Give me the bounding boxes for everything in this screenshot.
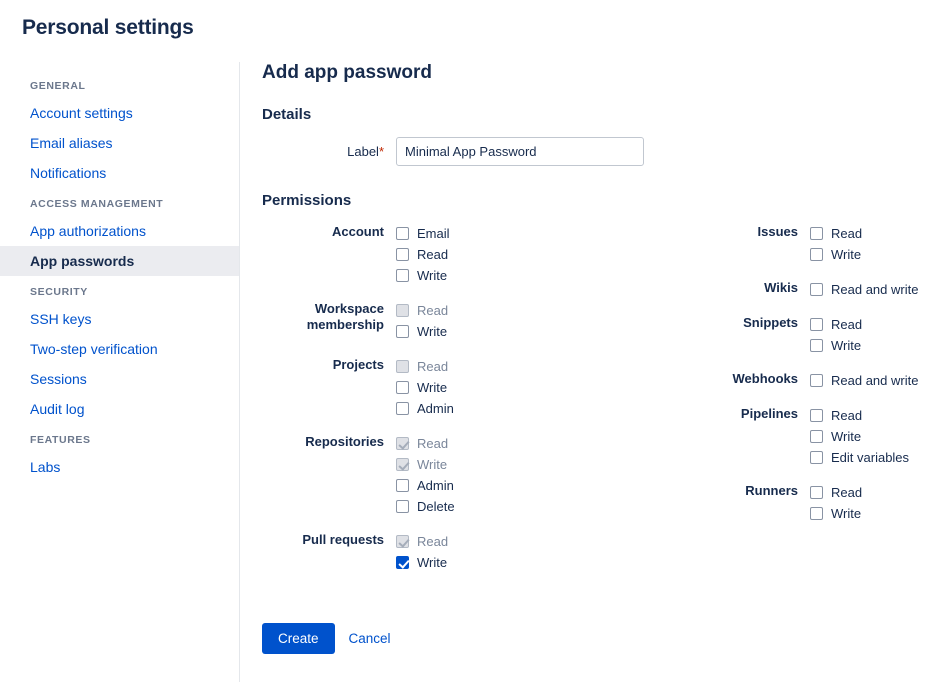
checkbox-workspace-write[interactable] <box>396 325 409 338</box>
permission-option-webhooks-read-and-write[interactable] <box>810 370 918 391</box>
checkbox-projects-admin[interactable] <box>396 402 409 415</box>
permission-group-label-pipelines: Pipelines <box>740 406 798 421</box>
checkbox-label-repositories-read: Read <box>417 435 449 451</box>
checkbox-pull-requests-read <box>396 535 409 548</box>
checkbox-label-account-email: Email <box>417 225 450 241</box>
form-actions <box>262 623 936 654</box>
permission-option-runners-read[interactable] <box>810 482 862 503</box>
permission-option-repositories-write <box>396 454 455 475</box>
permission-group-label-workspace-membership: Workspace membership <box>306 301 384 332</box>
checkbox-label-repositories-delete: Delete <box>417 498 455 514</box>
sidebar-item-email-aliases[interactable]: Email aliases <box>30 135 113 151</box>
checkbox-wikis-read-and-write[interactable] <box>810 283 823 296</box>
checkbox-label-pull-requests-write: Write <box>417 554 448 570</box>
permission-options-issues <box>810 223 862 265</box>
checkbox-label-wikis-read-and-write: Read and write <box>831 281 919 297</box>
sidebar-item-account-settings[interactable]: Account settings <box>30 105 133 121</box>
permission-option-issues-read[interactable] <box>810 223 862 244</box>
sidebar-group-title-general: GENERAL <box>30 80 86 92</box>
permission-option-repositories-read <box>396 433 455 454</box>
sidebar-item-app-passwords[interactable]: App passwords <box>0 246 239 276</box>
permission-option-wikis-read-and-write[interactable] <box>810 279 918 300</box>
checkbox-account-email[interactable] <box>396 227 409 240</box>
checkbox-label-webhooks-read-and-write: Read and write <box>831 372 919 388</box>
permission-option-runners-write[interactable] <box>810 503 862 524</box>
label-field-text: Label <box>347 144 379 159</box>
checkbox-repositories-write <box>396 458 409 471</box>
sidebar-item-notifications[interactable]: Notifications <box>30 165 107 181</box>
sidebar <box>0 62 240 682</box>
permission-options-webhooks <box>810 370 918 391</box>
sidebar-item-sessions[interactable]: Sessions <box>30 371 87 387</box>
permission-group-label-webhooks: Webhooks <box>732 371 798 386</box>
permission-option-pipelines-read[interactable] <box>810 405 909 426</box>
checkbox-repositories-admin[interactable] <box>396 479 409 492</box>
main-content <box>240 62 936 682</box>
checkbox-pipelines-edit-variables[interactable] <box>810 451 823 464</box>
checkbox-label-account-write: Write <box>417 267 448 283</box>
checkbox-snippets-write[interactable] <box>810 339 823 352</box>
permission-option-projects-write[interactable] <box>396 377 454 398</box>
form-title: Add app password <box>262 62 432 83</box>
permissions-left-column <box>262 223 662 587</box>
checkbox-projects-read <box>396 360 409 373</box>
page-title: Personal settings <box>22 16 194 39</box>
checkbox-label-repositories-admin: Admin <box>417 477 454 493</box>
checkbox-label-runners-read: Read <box>831 484 863 500</box>
permission-option-account-write[interactable] <box>396 265 450 286</box>
checkbox-account-read[interactable] <box>396 248 409 261</box>
checkbox-label-repositories-write: Write <box>417 456 448 472</box>
sidebar-group-title-security: SECURITY <box>30 286 88 298</box>
permission-option-account-email[interactable] <box>396 223 450 244</box>
permission-group-wikis <box>662 279 936 300</box>
permission-group-label-issues: Issues <box>757 224 798 239</box>
permissions-right-column <box>662 223 936 587</box>
permission-options-wikis <box>810 279 918 300</box>
sidebar-group-access-management <box>0 188 239 276</box>
permission-group-label-projects: Projects <box>332 357 384 372</box>
checkbox-issues-write[interactable] <box>810 248 823 261</box>
sidebar-group-security <box>0 276 239 424</box>
permission-group-runners <box>662 482 936 524</box>
permission-group-snippets <box>662 314 936 356</box>
permission-group-label-snippets: Snippets <box>743 315 798 330</box>
checkbox-label-issues-read: Read <box>831 225 863 241</box>
checkbox-label-projects-admin: Admin <box>417 400 454 416</box>
permission-option-repositories-delete[interactable] <box>396 496 455 517</box>
permission-group-pull-requests <box>262 531 662 573</box>
checkbox-label-workspace-write: Write <box>417 323 448 339</box>
permissions-section <box>262 192 936 587</box>
checkbox-account-write[interactable] <box>396 269 409 282</box>
checkbox-issues-read[interactable] <box>810 227 823 240</box>
checkbox-repositories-delete[interactable] <box>396 500 409 513</box>
label-field-row <box>262 137 936 166</box>
permission-option-pull-requests-write[interactable] <box>396 552 448 573</box>
sidebar-group-title-features: FEATURES <box>30 434 91 446</box>
permission-option-pipelines-write[interactable] <box>810 426 909 447</box>
permission-options-pull-requests <box>396 531 448 573</box>
sidebar-item-two-step-verification[interactable]: Two-step verification <box>30 341 158 357</box>
checkbox-label-runners-write: Write <box>831 505 862 521</box>
permission-group-webhooks <box>662 370 936 391</box>
checkbox-label-snippets-write: Write <box>831 337 862 353</box>
permission-options-account <box>396 223 450 286</box>
checkbox-projects-write[interactable] <box>396 381 409 394</box>
checkbox-label-pipelines-write: Write <box>831 428 862 444</box>
checkbox-label-projects-read: Read <box>417 358 449 374</box>
sidebar-item-ssh-keys[interactable]: SSH keys <box>30 311 92 327</box>
page-layout <box>0 62 936 682</box>
permission-option-snippets-write[interactable] <box>810 335 862 356</box>
permission-option-account-read[interactable] <box>396 244 450 265</box>
permission-group-workspace-membership <box>262 300 662 342</box>
permission-option-projects-admin[interactable] <box>396 398 454 419</box>
checkbox-pipelines-write[interactable] <box>810 430 823 443</box>
permission-group-projects <box>262 356 662 419</box>
checkbox-snippets-read[interactable] <box>810 318 823 331</box>
checkbox-runners-read[interactable] <box>810 486 823 499</box>
permission-option-projects-read <box>396 356 454 377</box>
permission-options-workspace-membership <box>396 300 448 342</box>
permission-options-pipelines <box>810 405 909 468</box>
permission-options-snippets <box>810 314 862 356</box>
label-input[interactable] <box>396 137 644 166</box>
permission-option-repositories-admin[interactable] <box>396 475 455 496</box>
create-button[interactable]: Create <box>262 623 335 654</box>
permission-option-workspace-write[interactable] <box>396 321 448 342</box>
checkbox-workspace-read <box>396 304 409 317</box>
checkbox-label-pipelines-edit-variables: Edit variables <box>831 449 910 465</box>
permission-options-repositories <box>396 433 455 517</box>
sidebar-group-general <box>0 70 239 188</box>
sidebar-group-title-access-management: ACCESS MANAGEMENT <box>30 198 164 210</box>
permissions-columns <box>262 223 936 587</box>
permission-group-repositories <box>262 433 662 517</box>
checkbox-label-projects-write: Write <box>417 379 448 395</box>
checkbox-label-pull-requests-read: Read <box>417 533 449 549</box>
permission-group-label-repositories: Repositories <box>305 434 384 449</box>
checkbox-label-account-read: Read <box>417 246 449 262</box>
checkbox-repositories-read <box>396 437 409 450</box>
permission-group-issues <box>662 223 936 265</box>
checkbox-label-workspace-read: Read <box>417 302 449 318</box>
checkbox-label-snippets-read: Read <box>831 316 863 332</box>
permission-group-label-runners: Runners <box>745 483 798 498</box>
sidebar-item-audit-log[interactable]: Audit log <box>30 401 85 417</box>
permission-option-pull-requests-read <box>396 531 448 552</box>
checkbox-label-issues-write: Write <box>831 246 862 262</box>
permission-option-issues-write[interactable] <box>810 244 862 265</box>
permissions-section-title: Permissions <box>262 192 352 209</box>
sidebar-group-features <box>0 424 239 482</box>
checkbox-pull-requests-write[interactable] <box>396 556 409 569</box>
checkbox-webhooks-read-and-write[interactable] <box>810 374 823 387</box>
sidebar-item-labs[interactable]: Labs <box>30 459 61 475</box>
permission-group-pipelines <box>662 405 936 468</box>
permission-group-label-account: Account <box>332 224 384 239</box>
required-marker: * <box>378 144 384 159</box>
checkbox-runners-write[interactable] <box>810 507 823 520</box>
permission-options-projects <box>396 356 454 419</box>
checkbox-pipelines-read[interactable] <box>810 409 823 422</box>
permission-group-account <box>262 223 662 286</box>
label-field-label <box>262 144 396 159</box>
permission-option-snippets-read[interactable] <box>810 314 862 335</box>
cancel-button[interactable]: Cancel <box>348 631 391 646</box>
checkbox-label-pipelines-read: Read <box>831 407 863 423</box>
sidebar-item-app-authorizations[interactable]: App authorizations <box>30 223 146 239</box>
permission-group-label-pull-requests: Pull requests <box>302 532 384 547</box>
permission-options-runners <box>810 482 862 524</box>
permission-group-label-wikis: Wikis <box>764 280 798 295</box>
permission-option-pipelines-edit-variables[interactable] <box>810 447 909 468</box>
details-section-title: Details <box>262 106 312 123</box>
permission-option-workspace-read <box>396 300 448 321</box>
